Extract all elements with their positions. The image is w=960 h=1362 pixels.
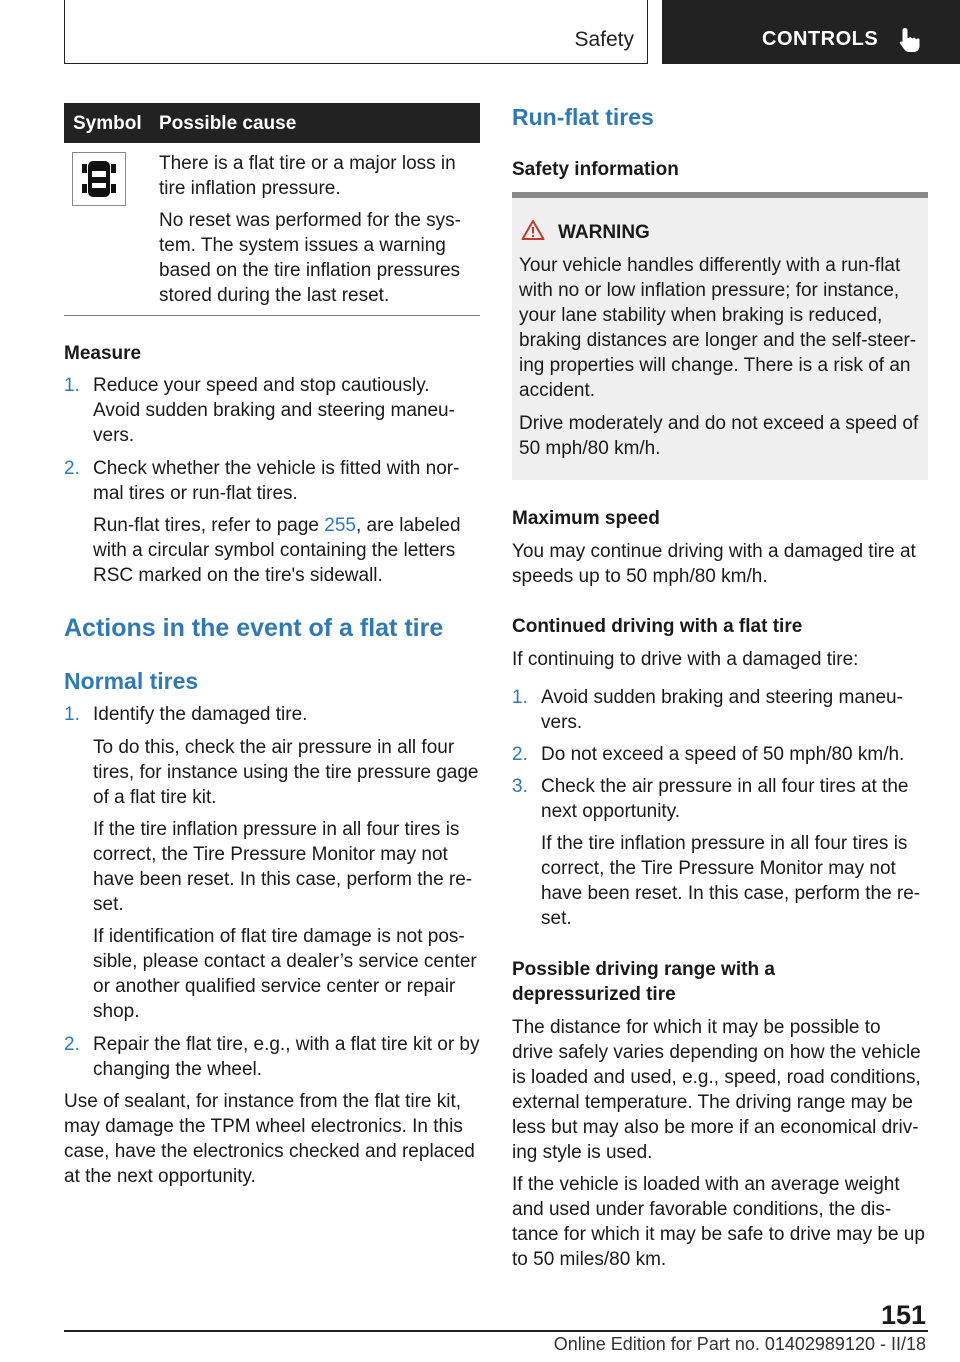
measure-heading: Measure <box>64 343 142 364</box>
section-title: Safety <box>574 28 634 51</box>
text-line: or another qualified service center or repair <box>93 976 456 997</box>
text-line: Check whether the vehicle is fitted with nor- <box>93 458 460 479</box>
measure-step-2 <box>93 456 459 506</box>
warning-text-2 <box>519 411 918 461</box>
warning-label: WARNING <box>558 222 650 243</box>
text-line: drive safely varies depending on how the vehicle <box>512 1042 921 1063</box>
text-line: is loaded and used, e.g., speed, road conditions, <box>512 1067 921 1088</box>
cause-text-1 <box>159 151 456 201</box>
continued-step-2: Do not exceed a speed of 50 mph/80 km/h. <box>541 744 905 765</box>
text-line: and used under favorable conditions, the dis- <box>512 1199 892 1220</box>
text-line: RSC marked on the tire's sidewall. <box>93 565 383 586</box>
footer-divider <box>64 1330 928 1332</box>
header-frame <box>64 0 648 64</box>
text-line: To do this, check the air pressure in all four <box>93 737 455 758</box>
text-line: have been reset. In this case, perform the re- <box>93 869 473 890</box>
continued-driving-heading: Continued driving with a flat tire <box>512 616 803 637</box>
text-line: The distance for which it may be possible to <box>512 1017 881 1038</box>
warning-box <box>512 198 928 480</box>
continued-step-3 <box>541 774 909 824</box>
page-number: 151 <box>880 1300 926 1330</box>
text-line: If the vehicle is loaded with an average weight <box>512 1174 900 1195</box>
text-line: with no or low inflation pressure; for instance, <box>519 280 900 301</box>
step-number: 3. <box>512 776 528 797</box>
text-line: may damage the TPM wheel electronics. In this <box>64 1116 463 1137</box>
text-line: If identification of flat tire damage is not pos- <box>93 926 465 947</box>
text-line: Avoid sudden braking and steering maneu- <box>93 400 455 421</box>
action-step-1: Identify the damaged tire. <box>93 704 308 725</box>
text-line: set. <box>541 908 572 929</box>
text-line: If the tire inflation pressure in all four tires is <box>93 819 460 840</box>
measure-step-2-note <box>93 513 461 588</box>
text-line: set. <box>93 894 124 915</box>
text-line: vers. <box>541 712 583 733</box>
text-line: next opportunity. <box>541 801 681 822</box>
step-number: 1. <box>512 687 528 708</box>
subsection-heading: Normal tires <box>64 668 199 694</box>
warning-text-1 <box>519 253 916 403</box>
text-line: Avoid sudden braking and steering maneu- <box>541 687 903 708</box>
cause-text-2 <box>159 208 461 308</box>
runflat-heading: Run-flat tires <box>512 104 654 130</box>
continued-step-3-note <box>541 831 920 931</box>
continued-step-1 <box>541 685 903 735</box>
pointing-hand-icon <box>896 26 924 54</box>
step-number: 2. <box>64 1034 80 1055</box>
table-divider <box>64 315 480 316</box>
measure-step-1 <box>93 373 455 448</box>
text-line: at the next opportunity. <box>64 1166 256 1187</box>
text-line: speeds up to 50 mph/80 km/h. <box>512 566 768 587</box>
section-heading: Actions in the event of a flat tire <box>64 614 444 642</box>
text-run: , are labeled <box>355 515 461 536</box>
text-line: ing properties will change. There is a risk of an <box>519 355 911 376</box>
symbol-table-header <box>64 103 480 143</box>
sealant-note <box>64 1089 475 1189</box>
text-line: case, have the electronics checked and replaced <box>64 1141 475 1162</box>
text-line: tire inflation pressure. <box>159 178 341 199</box>
text-line: external temperature. The driving range may be <box>512 1092 913 1113</box>
text-line: shop. <box>93 1001 140 1022</box>
driving-range-text-1 <box>512 1015 921 1165</box>
text-line: to 50 miles/80 km. <box>512 1249 667 1270</box>
col-symbol-header: Symbol <box>73 113 142 134</box>
text-line: ing style is used. <box>512 1142 653 1163</box>
page-link[interactable]: 255 <box>324 515 356 536</box>
text-line: There is a flat tire or a major loss in <box>159 153 456 174</box>
text-run: Run-flat tires, refer to page <box>93 515 325 536</box>
text-line: sible, please contact a dealer’s service center <box>93 951 477 972</box>
text-line: vers. <box>93 425 135 446</box>
text-line: correct, the Tire Pressure Monitor may not <box>541 858 896 879</box>
text-line: 50 mph/80 km/h. <box>519 438 661 459</box>
col-cause-header: Possible cause <box>159 113 297 134</box>
text-line: depressurized tire <box>512 984 676 1005</box>
text-line: less but may also be more if an economical driv- <box>512 1117 919 1138</box>
text-line: of a flat tire kit. <box>93 787 217 808</box>
text-line: with a circular symbol containing the letters <box>93 540 456 561</box>
text-line: Possible driving range with a <box>512 959 775 980</box>
step-number: 1. <box>64 375 80 396</box>
text-line: correct, the Tire Pressure Monitor may not <box>93 844 448 865</box>
text-line: braking distances are longer and the self-steer- <box>519 330 917 351</box>
action-step-1-para-2 <box>93 817 472 917</box>
step-number: 1. <box>64 704 80 725</box>
step-number: 2. <box>64 458 80 479</box>
edition-text: Online Edition for Part no. 01402989120 - II/18 <box>553 1334 926 1354</box>
text-line: tance for which it may be safe to drive may be up <box>512 1224 925 1245</box>
text-line: accident. <box>519 380 596 401</box>
text-line: Reduce your speed and stop cautiously. <box>93 375 430 396</box>
driving-range-heading <box>512 957 775 1007</box>
warning-triangle-icon <box>521 219 545 241</box>
text-line: based on the tire inflation pressures <box>159 260 461 281</box>
text-line: Drive moderately and do not exceed a speed of <box>519 413 919 434</box>
action-step-1-para-1 <box>93 735 478 810</box>
max-speed-heading: Maximum speed <box>512 508 660 529</box>
text-line: You may continue driving with a damaged tire at <box>512 541 916 562</box>
safety-info-heading: Safety information <box>512 159 679 180</box>
text-line: stored during the last reset. <box>159 285 390 306</box>
step-number: 2. <box>512 744 528 765</box>
action-step-2 <box>93 1032 480 1082</box>
text-line <box>93 513 461 538</box>
text-line: No reset was performed for the sys- <box>159 210 461 231</box>
text-line: have been reset. In this case, perform the re- <box>541 883 921 904</box>
tire-pressure-warning-icon <box>72 152 126 206</box>
max-speed-text <box>512 539 916 589</box>
text-line: your lane stability when braking is reduced, <box>519 305 883 326</box>
action-step-1-para-3 <box>93 924 477 1024</box>
text-line: changing the wheel. <box>93 1059 263 1080</box>
text-line: mal tires or run-flat tires. <box>93 483 298 504</box>
controls-tab-label: CONTROLS <box>762 28 879 50</box>
controls-tab[interactable] <box>662 0 960 64</box>
text-line: tem. The system issues a warning <box>159 235 446 256</box>
text-line: If the tire inflation pressure in all four tires is <box>541 833 908 854</box>
text-line: Repair the flat tire, e.g., with a flat tire kit or by <box>93 1034 480 1055</box>
text-line: Use of sealant, for instance from the flat tire kit, <box>64 1091 462 1112</box>
text-line: Your vehicle handles differently with a run-flat <box>519 255 901 276</box>
driving-range-text-2 <box>512 1172 925 1272</box>
text-line: tires, for instance using the tire pressure gage <box>93 762 479 783</box>
continued-driving-intro: If continuing to drive with a damaged tire: <box>512 649 859 670</box>
text-line: Check the air pressure in all four tires at the <box>541 776 909 797</box>
